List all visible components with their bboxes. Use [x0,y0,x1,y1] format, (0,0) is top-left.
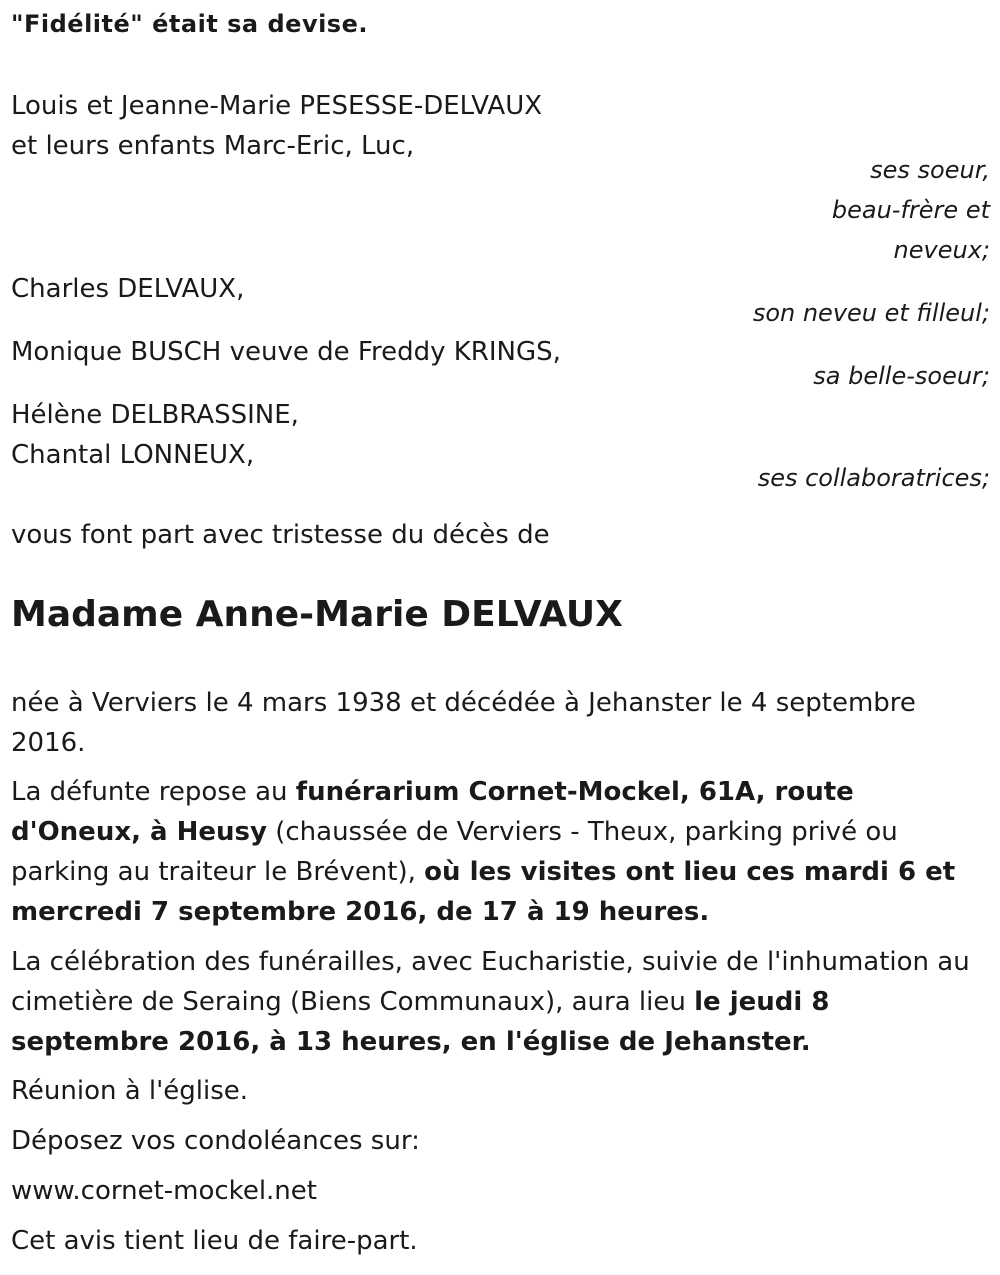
motto: "Fidélité" était sa devise. [11,10,368,38]
website-text: www.cornet-mockel.net [11,1176,317,1206]
birth-death-text: née à Verviers le 4 mars 1938 et décédée à Jehanster le 4 septembre 2016. [11,688,916,758]
reunion-text: Réunion à l'église. [11,1076,249,1106]
repose-text-2: (chaussée de Verviers - Theux, parking privé ou parking au traiteur le Brévent), [11,817,898,887]
repose-text-1: La défunte repose au [11,777,296,807]
closing-text: Cet avis tient lieu de faire-part. [11,1226,418,1256]
visit-hours: où les visites ont lieu ces mardi 6 et mercredi 7 septembre 2016, de 17 à 19 heures. [11,857,956,927]
relation-1c: neveux; [893,236,990,264]
family-line-4: Monique BUSCH veuve de Freddy KRINGS, [11,337,561,367]
deceased-name: Madame Anne-Marie DELVAUX [11,594,623,635]
repose-paragraph [11,772,986,932]
relation-4: ses collaboratrices; [757,464,990,492]
ceremony-text: La célébration des funérailles, avec Eucharistie, suivie de l'inhumation au cimetière de Seraing (Biens Communaux), aura lieu [11,947,970,1017]
relation-2: son neveu et filleul; [752,299,990,327]
condolences-label: Déposez vos condoléances sur: [11,1126,420,1156]
funerarium-address: funérarium Cornet-Mockel, 61A, route d'Oneux, à Heusy [11,777,854,847]
ceremony-paragraph [11,942,986,1062]
family-line-3: Charles DELVAUX, [11,274,245,304]
family-line-5: Hélène DELBRASSINE, [11,400,299,430]
relation-1b: beau-frère et [831,196,990,224]
relation-1a: ses soeur, [870,156,990,184]
family-line-2: et leurs enfants Marc-Eric, Luc, [11,131,415,161]
family-line-1: Louis et Jeanne-Marie PESESSE-DELVAUX [11,91,543,121]
intro-text: vous font part avec tristesse du décès de [11,520,550,550]
relation-3: sa belle-soeur; [813,362,990,390]
ceremony-datetime: le jeudi 8 septembre 2016, à 13 heures, en l'église de Jehanster. [11,987,830,1057]
family-line-6: Chantal LONNEUX, [11,440,255,470]
